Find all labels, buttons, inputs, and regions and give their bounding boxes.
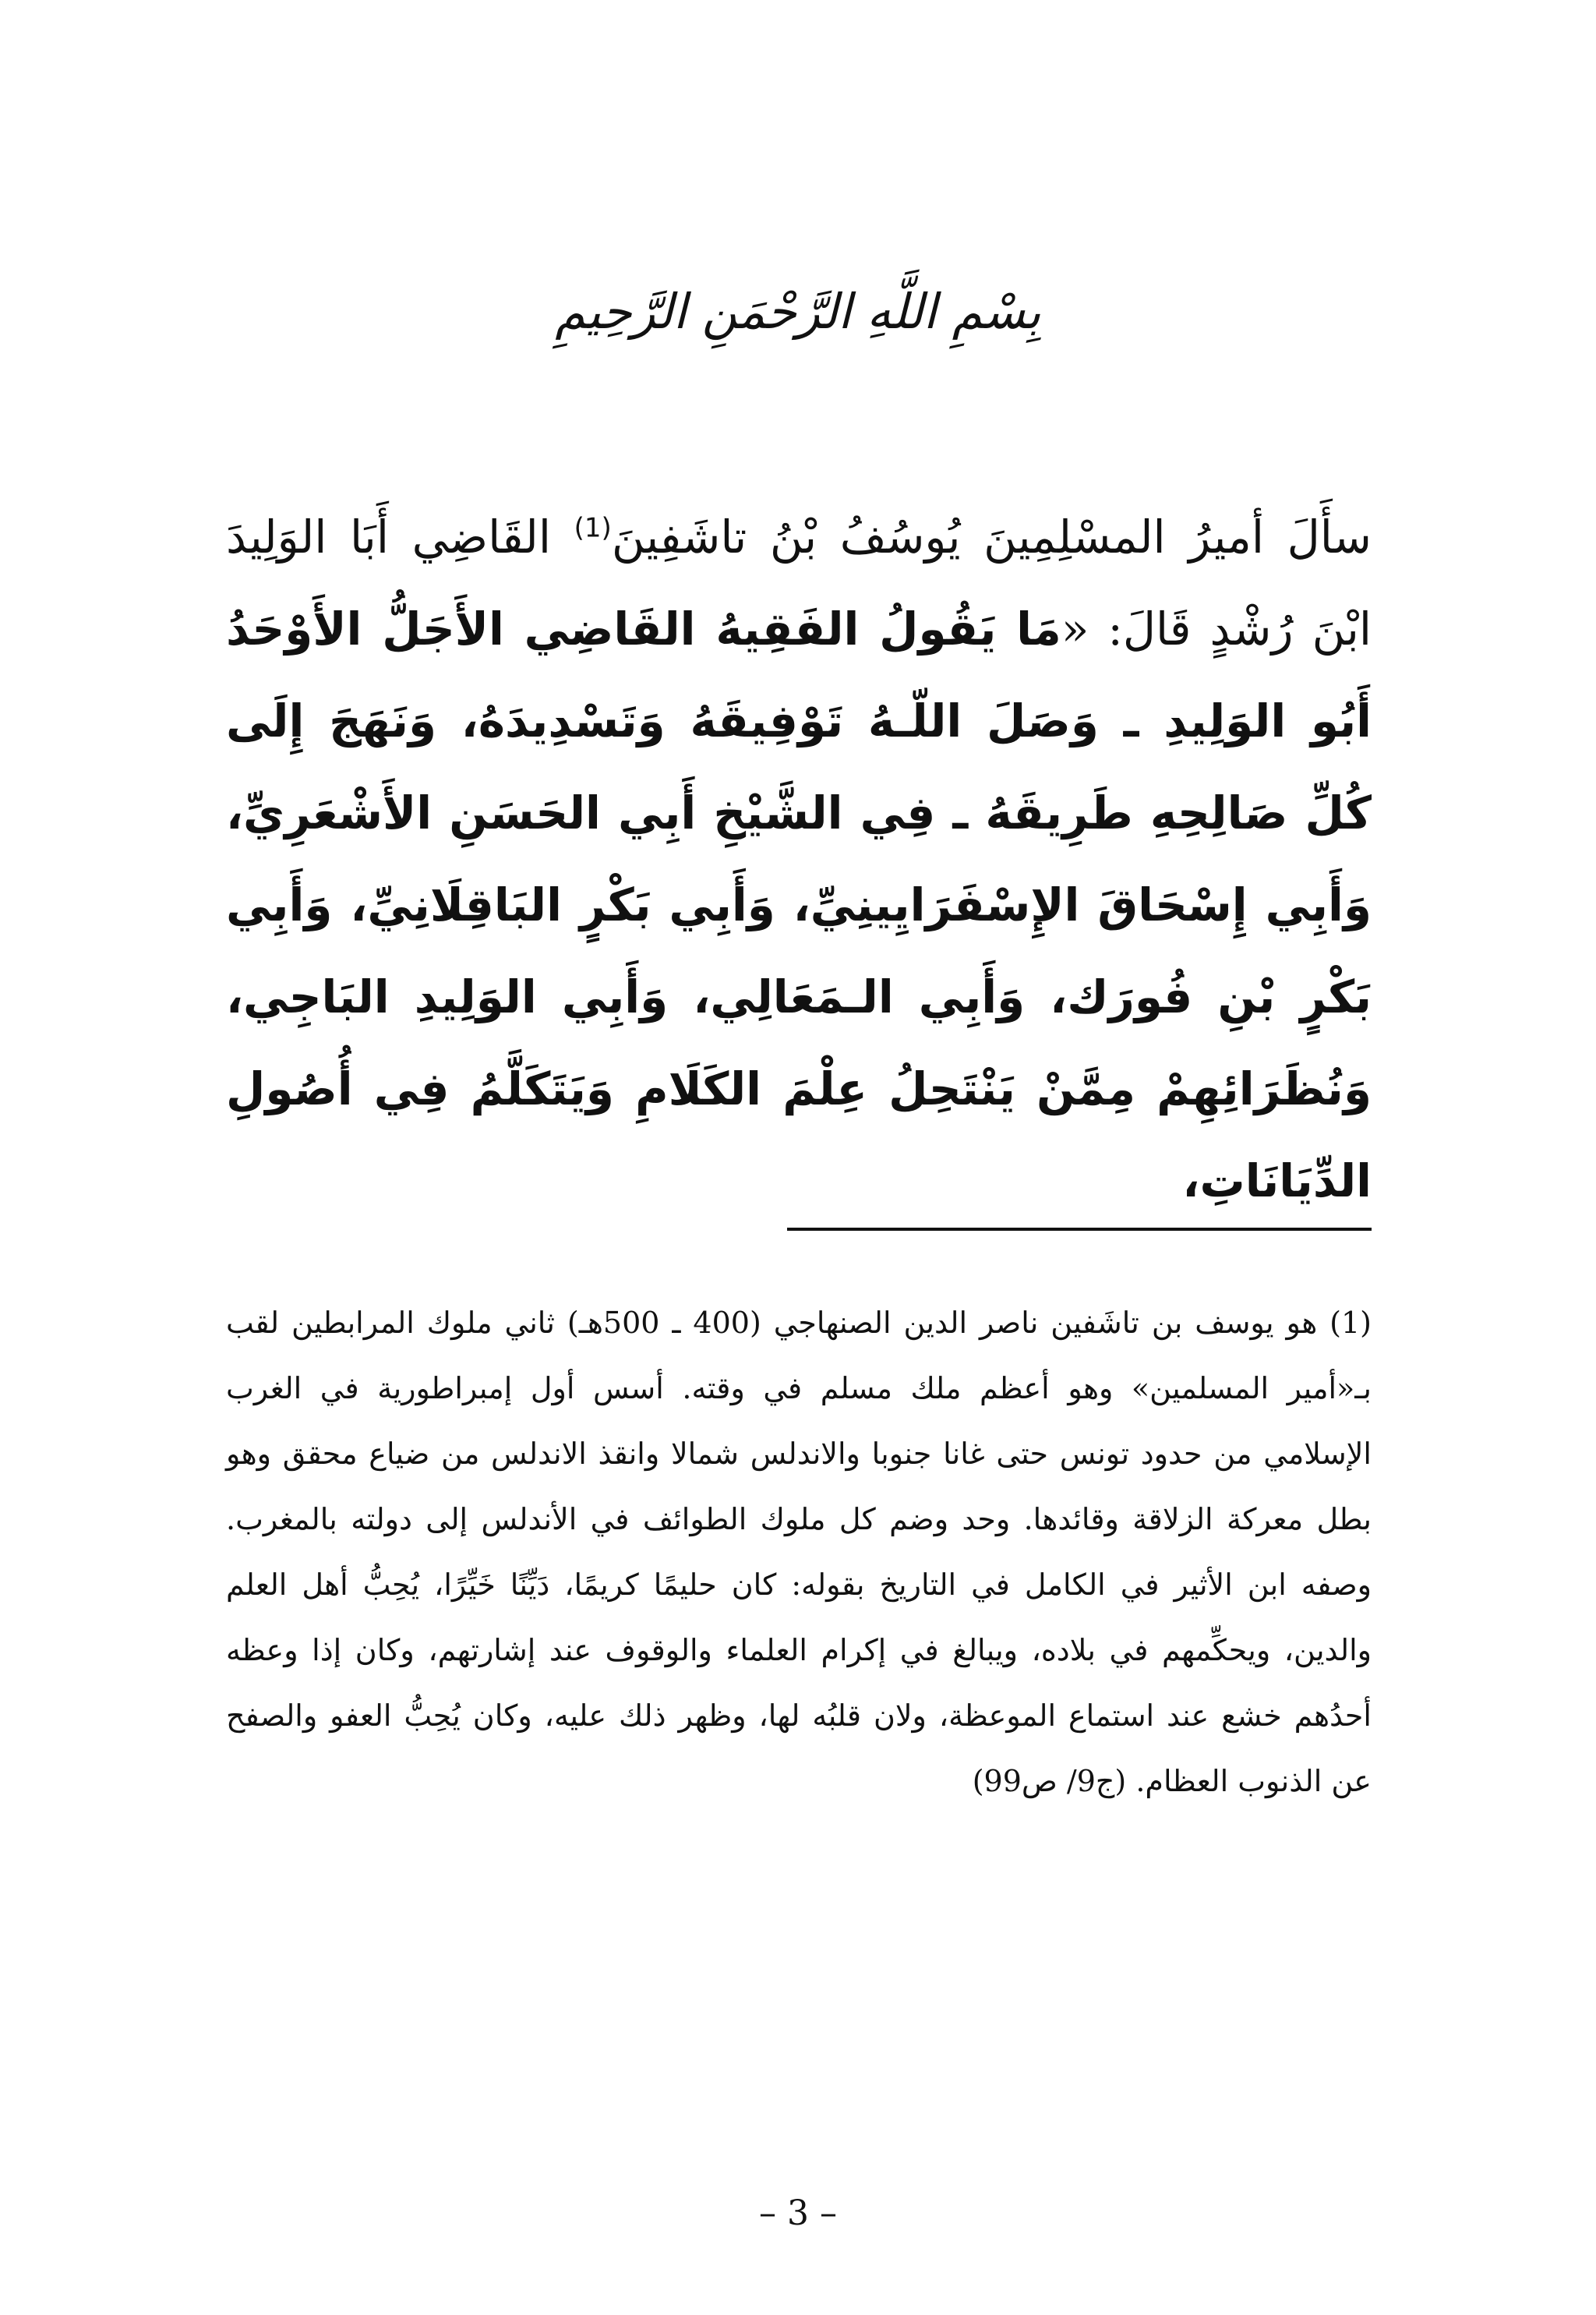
basmala-heading: بِسْمِ اللَّهِ الرَّحْمَنِ الرَّحِيمِ: [555, 283, 1041, 340]
main-paragraph: [226, 491, 1372, 1227]
footnote-marker: (1): [574, 512, 612, 544]
footnote: (1) هو يوسف بن تاشَفين ناصر الدين الصنهاجي (400 ـ 500هـ) ثاني ملوك المرابطين لقب بـ«أمير المسلمين» وهو أعظم ملك مسلم في وقته. أسس أول إمبراطورية في الغرب الإسلامي من حدود تونس حتى غانا جنوبا والاندلس شمالا وانقذ الاندلس من ضياع محقق وهو بطل معركة الزلاقة وقائدها. وحد وضم كل ملوك الطوائف في الأندلس إلى دولته بالمغرب. وصفه ابن الأثير في الكامل في التاريخ بقوله: كان حليمًا كريمًا، دَيِّنًا خَيِّرًا، يُحِبُّ أهل العلم والدين، ويحكِّمهم في بلاده، ويبالغ في إكرام العلماء والوقوف عند إشارتهم، وكان إذا وعظه أحدُهم خشع عند استماع الموعظة، ولان قلبُه لها، وظهر ذلك عليه، وكان يُحِبُّ العفو والصفح عن الذنوب العظام. (ج9/ ص99): [226, 1306, 1372, 1798]
footnote-separator: [787, 1228, 1372, 1231]
intro-text: سأَلَ أميرُ المسْلِمِينَ يُوسُفُ بْنُ تاشَفِينَ: [611, 511, 1372, 564]
intro-text-continued: القَاضِي أَبَا الوَلِيدَ ابْنَ رُشْدٍ قَالَ: «: [226, 511, 1372, 656]
quoted-question: مَا يَقُولُ الفَقِيهُ القَاضِي الأَجَلُّ الأَوْحَدُ أَبُو الوَلِيدِ ـ وَصَلَ اللّـهُ تَوْفِيقَهُ وَتَسْدِيدَهُ، وَنَهَجَ إِلَى كُلِّ صَالِحِهِ طَرِيقَهُ ـ فِي الشَّيْخِ أَبِي الحَسَنِ الأَشْعَرِيِّ، وَأَبِي إِسْحَاقَ الإِسْفَرَايِينِيِّ، وَأَبِي بَكْرٍ البَاقِلَانِيِّ، وَأَبِي بَكْرٍ بْنِ فُورَك، وَأَبِي الـمَعَالِي، وَأَبِي الوَلِيدِ البَاجِي، وَنُظَرَائِهِمْ مِمَّنْ يَنْتَحِلُ عِلْمَ الكَلَامِ وَيَتَكَلَّمُ فِي أُصُولِ الدِّيَانَاتِ،: [226, 603, 1372, 1207]
page-number: – 3 –: [759, 2193, 837, 2233]
